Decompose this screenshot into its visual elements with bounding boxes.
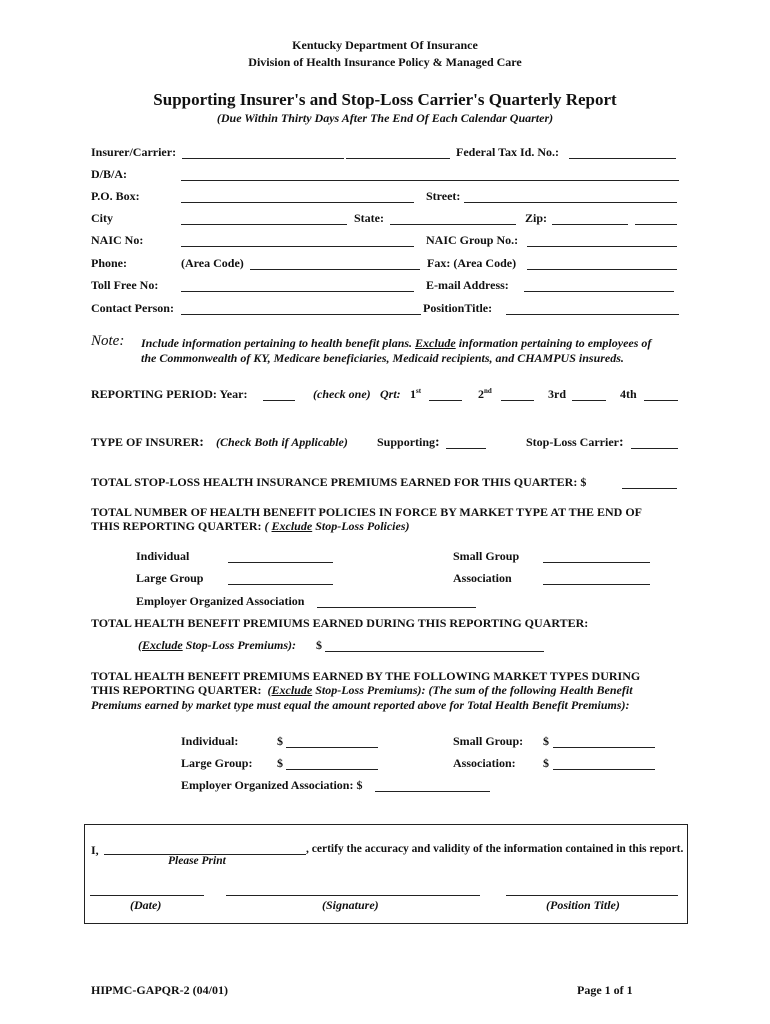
email-label: E-mail Address: xyxy=(426,278,509,292)
supporting-colon: : xyxy=(435,435,440,450)
hb-premiums-exclude: Exclude xyxy=(142,638,183,652)
dba-label: D/B/A: xyxy=(91,167,127,181)
tollfree-label: Toll Free No: xyxy=(91,278,159,292)
market-premiums-line-1: TOTAL HEALTH BENEFIT PREMIUMS EARNED BY THE FOLLOWING MARKET TYPES DURING xyxy=(91,669,641,683)
note-text-a: Include information pertaining to health benefit plans. xyxy=(141,336,413,350)
state-label: State: xyxy=(354,211,384,225)
position-title-label: (Position Title) xyxy=(546,898,620,912)
form-id: HIPMC-GAPQR-2 (04/01) xyxy=(91,983,228,997)
policies-association-label: Association xyxy=(453,571,512,585)
mp-association-label: Association: xyxy=(453,756,516,770)
signature-field[interactable] xyxy=(226,895,480,896)
hb-premiums-field[interactable] xyxy=(325,651,544,652)
q1-number: 1 xyxy=(410,387,416,401)
naic-group-label: NAIC Group No.: xyxy=(426,233,519,247)
mp-large-group-dollar: $ xyxy=(277,756,283,770)
policies-line-2-a: THIS REPORTING QUARTER: xyxy=(91,519,262,533)
policies-individual-field[interactable] xyxy=(228,562,333,563)
note-line-2: the Commonwealth of KY, Medicare beneficiaries, Medicaid recipients, and CHAMPUS insureds. xyxy=(141,351,624,365)
mp-eoa-field[interactable] xyxy=(375,791,490,792)
hb-premiums-label: TOTAL HEALTH BENEFIT PREMIUMS EARNED DURING THIS REPORTING QUARTER: xyxy=(91,616,589,630)
naic-field[interactable] xyxy=(181,246,414,247)
zip-label: Zip: xyxy=(525,211,548,225)
mp-small-group-dollar: $ xyxy=(543,734,549,748)
mp-individual-label: Individual: xyxy=(181,734,239,748)
stoploss-premiums-field[interactable] xyxy=(622,488,677,489)
q1-field[interactable] xyxy=(429,400,462,401)
fax-field[interactable] xyxy=(527,269,677,270)
q1-label xyxy=(410,387,421,402)
policies-association-field[interactable] xyxy=(543,584,650,585)
page-title: Supporting Insurer's and Stop-Loss Carrier's Quarterly Report xyxy=(153,90,617,109)
qrt-label: Qrt: xyxy=(380,387,401,401)
please-print-label: Please Print xyxy=(168,855,226,867)
hb-premiums-dollar: $ xyxy=(316,638,322,652)
insurer-type-label xyxy=(91,435,204,451)
q3-field[interactable] xyxy=(572,400,606,401)
policies-large-group-label: Large Group xyxy=(136,571,204,585)
note-label: Note: xyxy=(91,333,125,349)
supporting-field[interactable] xyxy=(446,448,486,449)
q3-label: 3rd xyxy=(548,387,566,401)
insurer-field-2[interactable] xyxy=(346,158,450,159)
mp-association-dollar: $ xyxy=(543,756,549,770)
stoploss-colon: : xyxy=(619,435,624,450)
mp-large-group-field[interactable] xyxy=(286,769,378,770)
phone-area-code-label: (Area Code) xyxy=(181,256,244,270)
phone-field[interactable] xyxy=(250,269,420,270)
supporting-text: Supporting xyxy=(377,435,436,449)
reporting-period-label: REPORTING PERIOD: Year: xyxy=(91,387,248,401)
mp-small-group-label: Small Group: xyxy=(453,734,524,748)
fein-label: Federal Tax Id. No.: xyxy=(456,145,560,159)
note-exclude: Exclude xyxy=(415,336,456,350)
policies-eoa-field[interactable] xyxy=(317,607,476,608)
policies-small-group-field[interactable] xyxy=(543,562,650,563)
division-name: Division of Health Insurance Policy & Managed Care xyxy=(248,55,522,69)
insurer-type-text: TYPE OF INSURER xyxy=(91,435,200,449)
hb-premiums-rest: Stop-Loss Premiums xyxy=(182,638,289,652)
certify-text: , certify the accuracy and validity of the information contained in this report. xyxy=(306,843,684,855)
q2-field[interactable] xyxy=(501,400,534,401)
policies-individual-label: Individual xyxy=(136,549,190,563)
dba-field[interactable] xyxy=(181,180,679,181)
naic-label: NAIC No: xyxy=(91,233,144,247)
stoploss-field[interactable] xyxy=(631,448,678,449)
market-premiums-exclude: Exclude xyxy=(271,683,313,697)
phone-label: Phone: xyxy=(91,256,127,270)
check-both-label: (Check Both if Applicable) xyxy=(216,435,348,449)
policies-line-2-c: Stop-Loss Policies) xyxy=(312,519,410,533)
q2-suffix: nd xyxy=(484,387,492,395)
contact-label: Contact Person: xyxy=(91,301,174,315)
naic-group-field[interactable] xyxy=(527,246,677,247)
street-label: Street: xyxy=(426,189,461,203)
position-field[interactable] xyxy=(506,314,679,315)
q4-label: 4th xyxy=(620,387,637,401)
insurer-label: Insurer/Carrier: xyxy=(91,145,177,159)
q4-field[interactable] xyxy=(644,400,678,401)
policies-eoa-label: Employer Organized Association xyxy=(136,594,305,608)
note-text-b: information pertaining to employees of xyxy=(458,336,652,350)
policies-line-2-b: ( xyxy=(264,519,272,533)
market-premiums-line-2-a: THIS REPORTING QUARTER: xyxy=(91,683,262,697)
market-premiums-line-3: Premiums earned by market type must equal the amount reported above for Total Health Benefit Premiums): xyxy=(91,698,630,712)
street-field[interactable] xyxy=(464,202,677,203)
email-field[interactable] xyxy=(524,291,674,292)
mp-association-field[interactable] xyxy=(553,769,655,770)
policies-line-1: TOTAL NUMBER OF HEALTH BENEFIT POLICIES IN FORCE BY MARKET TYPE AT THE END OF xyxy=(91,505,643,519)
mp-individual-dollar: $ xyxy=(277,734,283,748)
state-field[interactable] xyxy=(390,224,516,225)
q2-number: 2 xyxy=(478,387,484,401)
mp-small-group-field[interactable] xyxy=(553,747,655,748)
fax-label: Fax: (Area Code) xyxy=(427,256,517,270)
q1-suffix: st xyxy=(416,387,422,395)
check-one-label: (check one) xyxy=(313,387,371,401)
mp-individual-field[interactable] xyxy=(286,747,378,748)
fein-field[interactable] xyxy=(569,158,676,159)
position-label: PositionTitle: xyxy=(423,301,493,315)
pobox-field[interactable] xyxy=(181,202,414,203)
market-premiums-line-2-b: (Exclude Stop-Loss Premiums): (The sum of the following Health Benefit xyxy=(267,683,633,697)
city-label: City xyxy=(91,211,113,225)
department-name: Kentucky Department Of Insurance xyxy=(292,38,478,52)
insurer-field[interactable] xyxy=(182,158,344,159)
market-premiums-line-2-rest: Stop-Loss Premiums): (The sum of the following Health Benefit xyxy=(312,683,633,697)
certify-i: I, xyxy=(91,843,99,857)
zip-field[interactable] xyxy=(552,224,628,225)
date-field[interactable] xyxy=(90,895,204,896)
stoploss-premiums-label: TOTAL STOP-LOSS HEALTH INSURANCE PREMIUMS EARNED FOR THIS QUARTER: $ xyxy=(91,475,587,489)
policies-large-group-field[interactable] xyxy=(228,584,333,585)
policies-exclude: Exclude xyxy=(271,519,313,533)
page-number: Page 1 of 1 xyxy=(577,983,633,997)
mp-eoa-label: Employer Organized Association: $ xyxy=(181,778,363,792)
q2-label xyxy=(478,387,492,402)
supporting-label xyxy=(377,435,440,451)
pobox-label: P.O. Box: xyxy=(91,189,140,203)
date-label: (Date) xyxy=(130,898,162,912)
city-field[interactable] xyxy=(181,224,347,225)
zip-ext-field[interactable] xyxy=(635,224,677,225)
tollfree-field[interactable] xyxy=(181,291,414,292)
policies-line-2 xyxy=(91,519,410,534)
position-title-field[interactable] xyxy=(506,895,678,896)
signature-label: (Signature) xyxy=(322,898,379,912)
contact-field[interactable] xyxy=(181,314,421,315)
mp-large-group-label: Large Group: xyxy=(181,756,253,770)
year-field[interactable] xyxy=(263,400,295,401)
insurer-type-colon: : xyxy=(199,435,204,450)
market-premiums-line-2 xyxy=(91,683,633,698)
stoploss-text: Stop-Loss Carrier xyxy=(526,435,619,449)
stoploss-label xyxy=(526,435,624,451)
page-subtitle: (Due Within Thirty Days After The End Of Each Calendar Quarter) xyxy=(216,111,554,125)
policies-small-group-label: Small Group xyxy=(453,549,520,563)
hb-premiums-exclude-line: (Exclude Stop-Loss Premiums): xyxy=(138,638,297,652)
note-line-1 xyxy=(141,336,651,351)
